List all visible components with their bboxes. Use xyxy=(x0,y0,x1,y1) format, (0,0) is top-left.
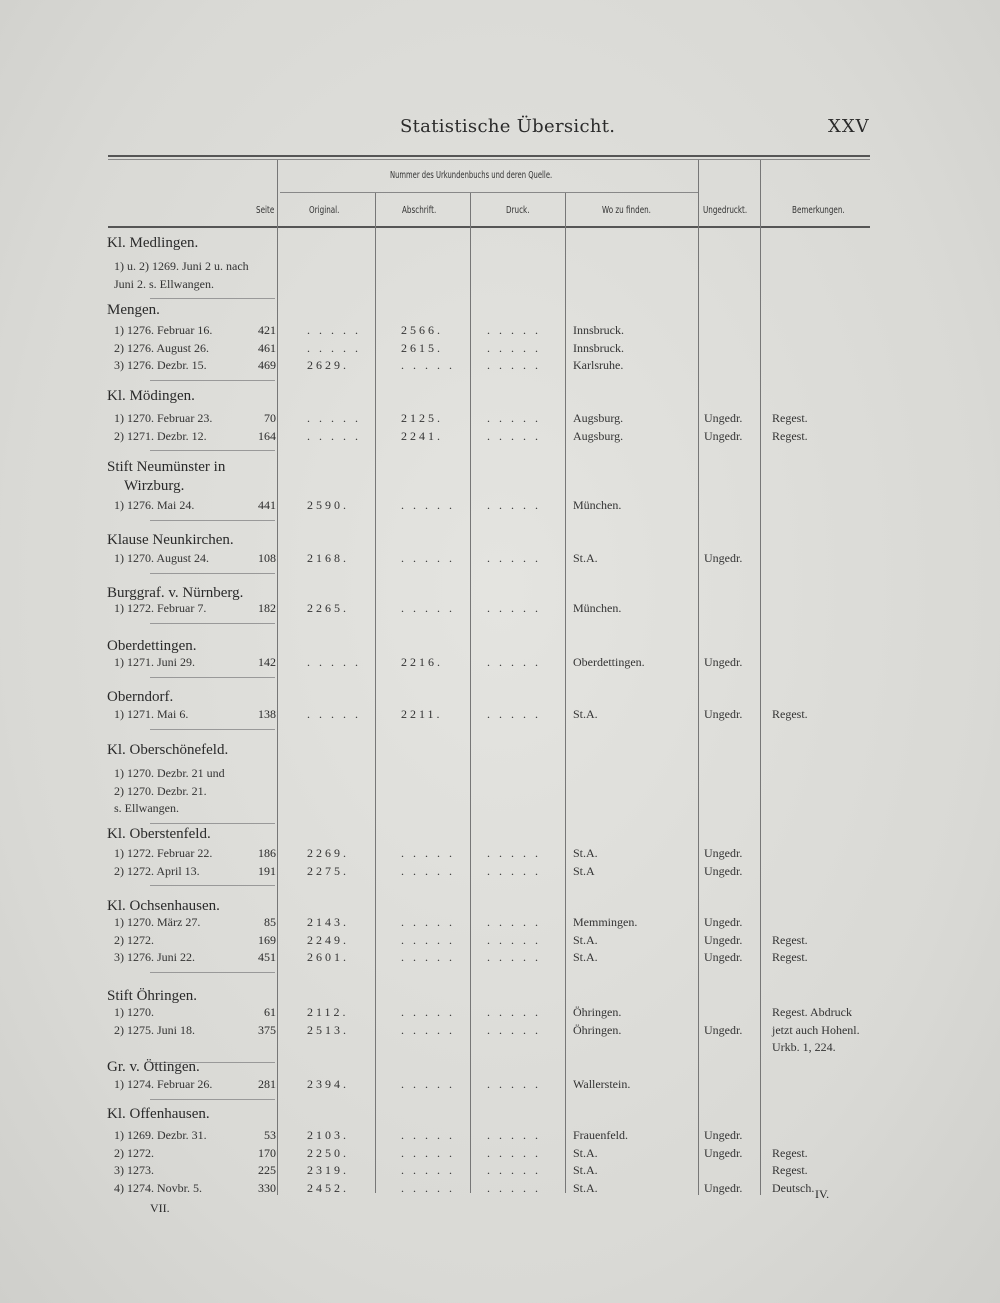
row-original: 2249. xyxy=(307,932,349,947)
row-date: 1) 1276. Februar 16. xyxy=(114,323,213,337)
row-abschrift: . . . . . xyxy=(401,1077,455,1091)
row-bemerkungen: Regest. Abdruck xyxy=(772,1005,852,1019)
row-bemerkungen: Deutsch. xyxy=(772,1180,815,1195)
entry-separator xyxy=(150,677,275,678)
row-bemerkungen: Regest. xyxy=(772,428,808,443)
row-abschrift: 2125. xyxy=(401,411,443,425)
row-original: 2513. xyxy=(307,1022,349,1037)
row-abschrift: . . . . . xyxy=(401,1022,455,1037)
row-seite: 138 xyxy=(258,707,276,721)
row-druck: . . . . . xyxy=(487,1128,541,1142)
row-druck: . . . . . xyxy=(487,498,541,512)
row-druck: . . . . . xyxy=(487,950,541,964)
row-wo: Frauenfeld. xyxy=(573,1128,628,1142)
top-rule-thin xyxy=(108,159,870,160)
row-ungedruckt: Ungedr. xyxy=(704,655,743,669)
row-wo: Memmingen. xyxy=(573,915,638,929)
row-original: 2394. xyxy=(307,1077,349,1091)
row-original: 2265. xyxy=(307,601,349,615)
row-seite: 441 xyxy=(258,498,276,512)
row-wo: Karlsruhe. xyxy=(573,358,624,372)
row-date: 1) 1270. xyxy=(114,1005,154,1019)
row-wo: Augsburg. xyxy=(573,411,624,425)
row-bemerkungen: Urkb. 1, 224. xyxy=(772,1040,836,1054)
row-date: 2) 1271. Dezbr. 12. xyxy=(114,428,207,443)
row-abschrift: . . . . . xyxy=(401,915,455,929)
row-druck: . . . . . xyxy=(487,915,541,929)
top-rule xyxy=(108,155,870,157)
row-druck: . . . . . xyxy=(487,340,541,355)
row-seite: 191 xyxy=(258,863,276,878)
row-original: . . . . . xyxy=(307,428,361,443)
entry-separator xyxy=(150,573,275,574)
row-wo: St.A. xyxy=(573,1163,598,1177)
entry-separator xyxy=(150,298,275,299)
row-date: 2) 1272. April 13. xyxy=(114,863,200,878)
row-original: . . . . . xyxy=(307,323,361,337)
row-date: 1) 1271. Juni 29. xyxy=(114,655,195,669)
row-wo: St.A. xyxy=(573,1145,598,1160)
row-original: 2319. xyxy=(307,1163,349,1177)
row-original: 2601. xyxy=(307,950,349,964)
entry-title: Kl. Medlingen. xyxy=(107,235,199,251)
row-seite: 186 xyxy=(258,846,276,860)
row-wo: St.A. xyxy=(573,707,598,721)
row-date: 3) 1273. xyxy=(114,1163,154,1177)
row-ungedruckt: Ungedr. xyxy=(704,707,743,721)
row-wo: München. xyxy=(573,601,622,615)
row-wo: Wallerstein. xyxy=(573,1077,631,1091)
row-seite: 375 xyxy=(258,1022,276,1037)
row-date: 1) 1276. Mai 24. xyxy=(114,498,195,512)
row-druck: . . . . . xyxy=(487,932,541,947)
row-druck: . . . . . xyxy=(487,1180,541,1195)
row-druck: . . . . . xyxy=(487,655,541,669)
row-abschrift: . . . . . xyxy=(401,863,455,878)
row-seite: 469 xyxy=(258,358,276,372)
entry-title: Oberdettingen. xyxy=(107,638,197,654)
column-rule xyxy=(277,160,278,1195)
row-date: 1) 1274. Februar 26. xyxy=(114,1077,213,1091)
row-seite: 225 xyxy=(258,1163,276,1177)
entry-separator xyxy=(150,729,275,730)
row-wo: Oberdettingen. xyxy=(573,655,645,669)
entry-separator xyxy=(150,885,275,886)
group-header: Nummer des Urkundenbuchs und deren Quelle. xyxy=(390,170,553,181)
row-date: 1) 1269. Dezbr. 31. xyxy=(114,1128,207,1142)
row-druck: . . . . . xyxy=(487,1022,541,1037)
row-ungedruckt: Ungedr. xyxy=(704,411,743,425)
row-abschrift: 2241. xyxy=(401,428,443,443)
row-bemerkungen: Regest. xyxy=(772,1163,808,1177)
signature-right: IV. xyxy=(815,1187,830,1201)
row-abschrift: 2566. xyxy=(401,323,443,337)
column-rule xyxy=(470,193,471,1193)
row-bemerkungen: jetzt auch Hohenl. xyxy=(772,1022,860,1037)
row-original: 2590. xyxy=(307,498,349,512)
row-ungedruckt: Ungedr. xyxy=(704,1022,743,1037)
row-seite: 108 xyxy=(258,551,276,565)
row-wo: Öhringen. xyxy=(573,1005,622,1019)
row-original: . . . . . xyxy=(307,655,361,669)
row-abschrift: . . . . . xyxy=(401,1180,455,1195)
row-bemerkungen: Regest. xyxy=(772,932,808,947)
row-abschrift: . . . . . xyxy=(401,1005,455,1019)
entry-separator xyxy=(150,823,275,824)
row-seite: 169 xyxy=(258,932,276,947)
entry-separator xyxy=(150,623,275,624)
header-abschrift: Abschrift. xyxy=(402,205,437,216)
row-date: Juni 2. s. Ellwangen. xyxy=(114,276,214,291)
entry-title: Klause Neunkirchen. xyxy=(107,532,234,548)
row-abschrift: 2615. xyxy=(401,340,443,355)
header-druck: Druck. xyxy=(506,205,530,216)
entry-title: Mengen. xyxy=(107,302,160,318)
row-seite: 170 xyxy=(258,1145,276,1160)
row-seite: 281 xyxy=(258,1077,276,1091)
row-wo: St.A xyxy=(573,863,595,878)
signature-left: VII. xyxy=(150,1201,170,1215)
column-rule xyxy=(760,160,761,1195)
row-ungedruckt: Ungedr. xyxy=(704,915,743,929)
row-wo: München. xyxy=(573,498,622,512)
entry-title: Gr. v. Öttingen. xyxy=(107,1059,200,1075)
header-underline xyxy=(108,226,870,228)
row-druck: . . . . . xyxy=(487,863,541,878)
row-date: 3) 1276. Dezbr. 15. xyxy=(114,358,207,372)
row-abschrift: . . . . . xyxy=(401,358,455,372)
row-date: 2) 1270. Dezbr. 21. xyxy=(114,783,207,798)
row-bemerkungen: Regest. xyxy=(772,707,808,721)
entry-separator xyxy=(150,1099,275,1100)
entry-title-continued: Wirzburg. xyxy=(124,478,185,494)
row-wo: Innsbruck. xyxy=(573,323,624,337)
row-date: 4) 1274. Novbr. 5. xyxy=(114,1180,202,1195)
entry-separator xyxy=(150,520,275,521)
row-wo: St.A. xyxy=(573,551,598,565)
row-date: 1) 1270. März 27. xyxy=(114,915,201,929)
row-druck: . . . . . xyxy=(487,707,541,721)
row-wo: Augsburg. xyxy=(573,428,624,443)
row-abschrift: . . . . . xyxy=(401,950,455,964)
row-original: . . . . . xyxy=(307,340,361,355)
entry-title: Kl. Mödingen. xyxy=(107,388,195,404)
row-wo: St.A. xyxy=(573,846,598,860)
row-abschrift: 2211. xyxy=(401,707,443,721)
row-wo: St.A. xyxy=(573,1180,598,1195)
row-original: 2629. xyxy=(307,358,349,372)
row-date: 1) 1272. Februar 22. xyxy=(114,846,213,860)
row-original: . . . . . xyxy=(307,411,361,425)
row-seite: 182 xyxy=(258,601,276,615)
row-druck: . . . . . xyxy=(487,846,541,860)
row-seite: 70 xyxy=(264,411,276,425)
column-rule xyxy=(698,160,699,1195)
header-ungedruckt: Ungedruckt. xyxy=(703,205,748,216)
row-seite: 61 xyxy=(264,1005,276,1019)
row-date: 2) 1275. Juni 18. xyxy=(114,1022,195,1037)
row-abschrift: . . . . . xyxy=(401,1145,455,1160)
page-number: XXV xyxy=(828,116,870,137)
column-rule xyxy=(375,193,376,1193)
row-wo: Öhringen. xyxy=(573,1022,622,1037)
row-druck: . . . . . xyxy=(487,551,541,565)
row-date: 1) 1270. Dezbr. 21 und xyxy=(114,766,225,780)
row-date: s. Ellwangen. xyxy=(114,801,179,815)
entry-title: Stift Neumünster in xyxy=(107,459,226,475)
row-abschrift: . . . . . xyxy=(401,846,455,860)
row-ungedruckt: Ungedr. xyxy=(704,428,743,443)
row-abschrift: . . . . . xyxy=(401,932,455,947)
row-wo: St.A. xyxy=(573,950,598,964)
entry-title: Burggraf. v. Nürnberg. xyxy=(107,585,244,601)
row-ungedruckt: Ungedr. xyxy=(704,1128,743,1142)
entry-title: Kl. Ochsenhausen. xyxy=(107,898,220,914)
row-seite: 53 xyxy=(264,1128,276,1142)
row-abschrift: 2216. xyxy=(401,655,443,669)
row-original: 2275. xyxy=(307,863,349,878)
row-ungedruckt: Ungedr. xyxy=(704,846,743,860)
row-date: 1) 1270. August 24. xyxy=(114,551,210,565)
header-seite: Seite xyxy=(256,205,275,216)
row-date: 2) 1272. xyxy=(114,1145,154,1160)
entry-title: Stift Öhringen. xyxy=(107,988,197,1004)
row-original: 2143. xyxy=(307,915,349,929)
row-date: 1) u. 2) 1269. Juni 2 u. nach xyxy=(114,259,249,273)
row-druck: . . . . . xyxy=(487,1145,541,1160)
row-date: 3) 1276. Juni 22. xyxy=(114,950,195,964)
header-wo: Wo zu finden. xyxy=(602,205,651,216)
row-ungedruckt: Ungedr. xyxy=(704,950,743,964)
row-druck: . . . . . xyxy=(487,1005,541,1019)
entry-title: Kl. Oberstenfeld. xyxy=(107,826,211,842)
row-ungedruckt: Ungedr. xyxy=(704,551,743,565)
row-druck: . . . . . xyxy=(487,1077,541,1091)
row-druck: . . . . . xyxy=(487,601,541,615)
row-original: 2269. xyxy=(307,846,349,860)
row-ungedruckt: Ungedr. xyxy=(704,863,743,878)
row-original: 2168. xyxy=(307,551,349,565)
row-original: . . . . . xyxy=(307,707,361,721)
page-title: Statistische Übersicht. xyxy=(400,116,616,137)
row-abschrift: . . . . . xyxy=(401,601,455,615)
header-original: Original. xyxy=(309,205,340,216)
row-seite: 85 xyxy=(264,915,276,929)
row-wo: St.A. xyxy=(573,932,598,947)
entry-title: Oberndorf. xyxy=(107,689,174,705)
entry-separator xyxy=(150,450,275,451)
row-ungedruckt: Ungedr. xyxy=(704,1145,743,1160)
row-druck: . . . . . xyxy=(487,358,541,372)
entry-title: Kl. Offenhausen. xyxy=(107,1106,210,1122)
row-seite: 142 xyxy=(258,655,276,669)
row-druck: . . . . . xyxy=(487,1163,541,1177)
row-seite: 451 xyxy=(258,950,276,964)
entry-separator xyxy=(150,380,275,381)
row-abschrift: . . . . . xyxy=(401,551,455,565)
row-abschrift: . . . . . xyxy=(401,1163,455,1177)
group-underline xyxy=(280,192,698,193)
row-original: 2250. xyxy=(307,1145,349,1160)
entry-title: Kl. Oberschönefeld. xyxy=(107,742,229,758)
column-rule xyxy=(565,193,566,1193)
header-bemerkungen: Bemerkungen. xyxy=(792,205,845,216)
row-date: 1) 1270. Februar 23. xyxy=(114,411,213,425)
row-druck: . . . . . xyxy=(487,323,541,337)
row-bemerkungen: Regest. xyxy=(772,1145,808,1160)
row-seite: 421 xyxy=(258,323,276,337)
entry-separator xyxy=(150,972,275,973)
row-seite: 461 xyxy=(258,340,276,355)
row-date: 1) 1271. Mai 6. xyxy=(114,707,189,721)
row-abschrift: . . . . . xyxy=(401,498,455,512)
row-bemerkungen: Regest. xyxy=(772,411,808,425)
row-wo: Innsbruck. xyxy=(573,340,624,355)
row-date: 2) 1272. xyxy=(114,932,154,947)
row-druck: . . . . . xyxy=(487,428,541,443)
row-druck: . . . . . xyxy=(487,411,541,425)
row-original: 2452. xyxy=(307,1180,349,1195)
row-date: 2) 1276. August 26. xyxy=(114,340,210,355)
row-original: 2112. xyxy=(307,1005,349,1019)
row-seite: 330 xyxy=(258,1180,276,1195)
row-seite: 164 xyxy=(258,428,276,443)
row-bemerkungen: Regest. xyxy=(772,950,808,964)
row-ungedruckt: Ungedr. xyxy=(704,1180,743,1195)
row-original: 2103. xyxy=(307,1128,349,1142)
row-date: 1) 1272. Februar 7. xyxy=(114,601,207,615)
row-abschrift: . . . . . xyxy=(401,1128,455,1142)
row-ungedruckt: Ungedr. xyxy=(704,932,743,947)
